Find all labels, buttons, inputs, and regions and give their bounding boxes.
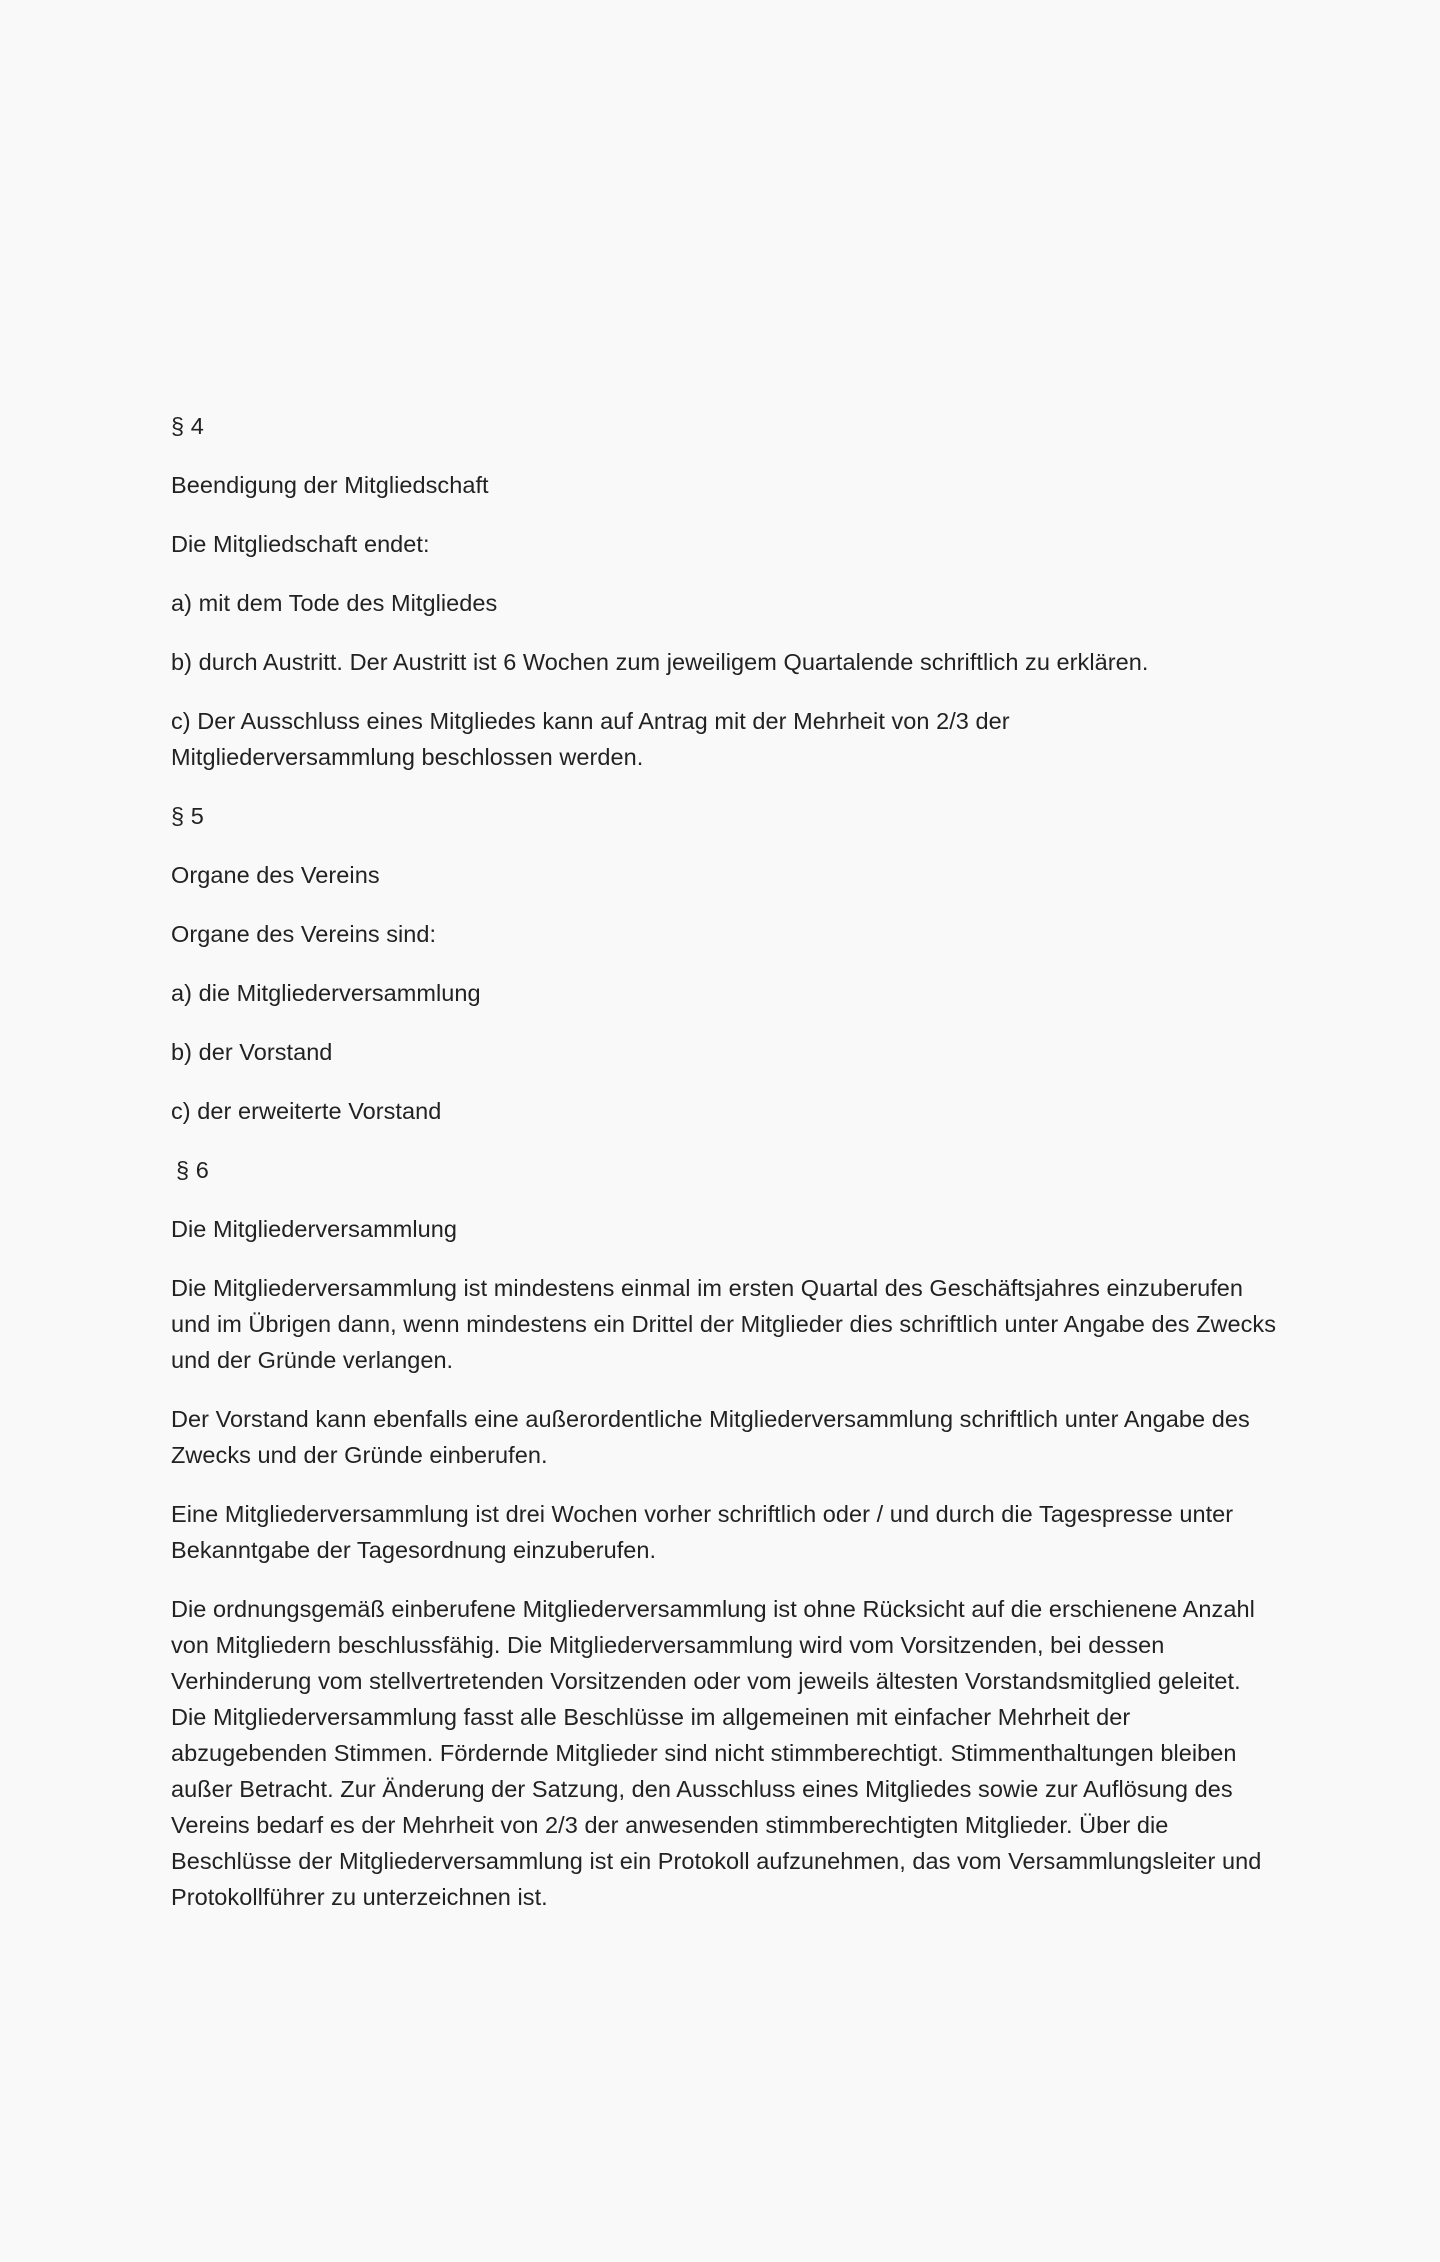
- section-4-heading: § 4: [171, 413, 204, 439]
- membership-ends-item-c: c) Der Ausschluss eines Mitgliedes kann auf Antrag mit der Mehrheit von 2/3 der Mitgliederversammlung beschlossen werden.: [171, 708, 1010, 770]
- organs-item-a: a) die Mitgliederversammlung: [171, 980, 481, 1006]
- organs-intro: Organe des Vereins sind:: [171, 921, 437, 947]
- document-page: [171, 408, 1281, 1938]
- assembly-paragraph-2: Der Vorstand kann ebenfalls eine außerordentliche Mitgliederversammlung schriftlich unter Angabe des Zwecks und der Gründe einberufen.: [171, 1406, 1250, 1468]
- organs-item-c: c) der erweiterte Vorstand: [171, 1098, 442, 1124]
- organs-item-b: b) der Vorstand: [171, 1039, 333, 1065]
- section-4-title: Beendigung der Mitgliedschaft: [171, 472, 489, 498]
- assembly-paragraph-3: Eine Mitgliederversammlung ist drei Wochen vorher schriftlich oder / und durch die Tagespresse unter Bekanntgabe der Tagesordnung einzuberufen.: [171, 1501, 1234, 1563]
- section-5-title: Organe des Vereins: [171, 862, 380, 888]
- assembly-paragraph-1: Die Mitgliederversammlung ist mindestens einmal im ersten Quartal des Geschäftsjahres einzuberufen und im Übrigen dann, wenn mindestens ein Drittel der Mitglieder dies schriftlich unter Angabe des Zwecks und der Gründe verlangen.: [171, 1275, 1277, 1373]
- assembly-paragraph-4: Die ordnungsgemäß einberufene Mitgliederversammlung ist ohne Rücksicht auf die erschienene Anzahl von Mitgliedern beschlussfähig. Die Mitgliederversammlung wird vom Vorsitzenden, bei dessen Verhinderung vom stellvertretenden Vorsitzenden oder vom jeweils ältesten Vorstandsmitglied geleitet. Die Mitgliederversammlung fasst alle Beschlüsse im allgemeinen mit einfacher Mehrheit der abzugebenden Stimmen. Fördernde Mitglieder sind nicht stimmberechtigt. Stimmenthaltungen bleiben außer Betracht. Zur Änderung der Satzung, den Ausschluss eines Mitgliedes sowie zur Auflösung des Vereins bedarf es der Mehrheit von 2/3 der anwesenden stimmberechtigten Mitglieder. Über die Beschlüsse der Mitgliederversammlung ist ein Protokoll aufzunehmen, das vom Versammlungsleiter und Protokollführer zu unterzeichnen ist.: [171, 1596, 1262, 1910]
- membership-ends-item-b: b) durch Austritt. Der Austritt ist 6 Wochen zum jeweiligem Quartalende schriftlich zu erklären.: [171, 649, 1149, 675]
- section-6-heading: § 6: [176, 1157, 209, 1183]
- section-6-title: Die Mitgliederversammlung: [171, 1216, 457, 1242]
- membership-ends-item-a: a) mit dem Tode des Mitgliedes: [171, 590, 498, 616]
- membership-ends-intro: Die Mitgliedschaft endet:: [171, 531, 430, 557]
- section-5-heading: § 5: [171, 803, 204, 829]
